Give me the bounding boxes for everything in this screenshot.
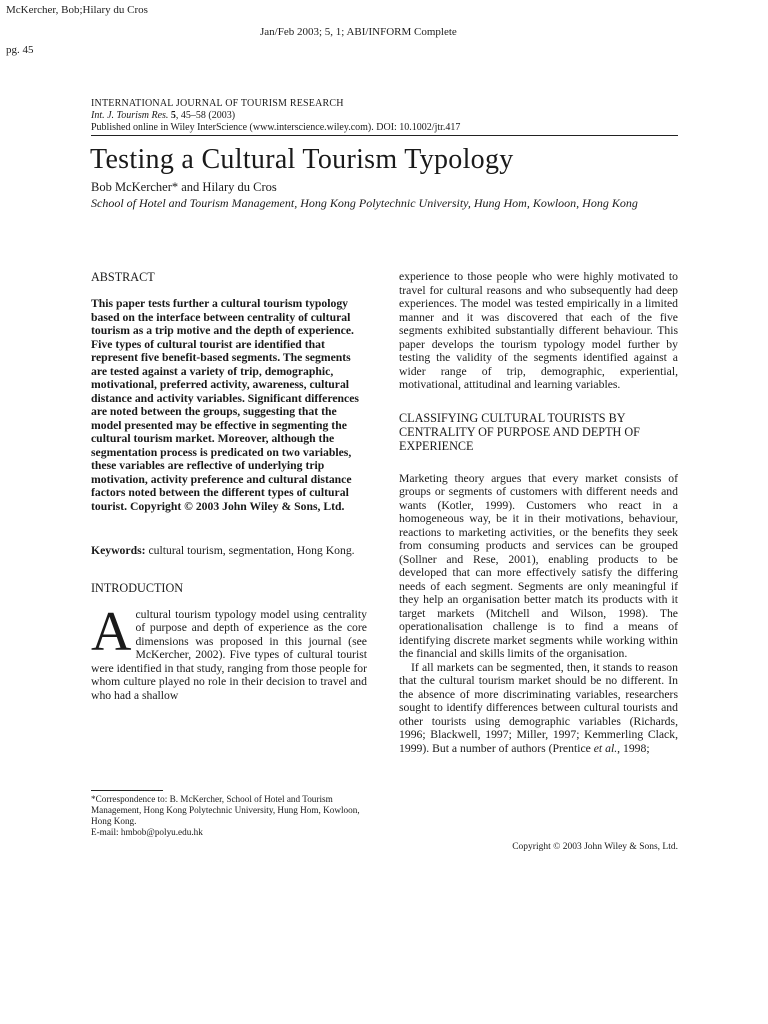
abstract-text: This paper tests further a cultural tourism typology based on the interface between centrality of cultural tourism as a trip motive and the depth of experience. Five types of cultural tourist are identified that represent five benefit-based segments. The segments are tested against a variety of trip, demographic, motivational, preferred activity, awareness, cultural distance and activity variables. Significant differences are noted between the groups, suggesting that the model presented may be effective in segmenting the cultural tourism market. Moreover, although the segmentation process is predicated on two variables, these variables are reflective of underlying trip motivation, activity preference and cultural distance factors noted between the different types of cultural tourist. Copyright © 2003 John Wiley & Sons, Ltd.: [91, 297, 359, 513]
journal-citation: [91, 110, 235, 122]
keywords-label: Keywords:: [91, 544, 146, 557]
article-authors: Bob McKercher* and Hilary du Cros: [91, 180, 277, 194]
journal-published-online: Published online in Wiley InterScience (www.interscience.wiley.com). DOI: 10.1002/jtr.417: [91, 122, 461, 133]
journal-citation-rest: , 45–58 (2003): [175, 110, 236, 121]
right-paragraph-2-etal: et al.: [593, 741, 618, 755]
right-paragraph-1: Marketing theory argues that every market consists of groups or segments of customers with different needs and wants (Kotler, 1999). Customers who react in a homogeneous way, be it in their motivations, behaviour, reactions to marketing activities, or the benefits they seek from consuming products and services can be grouped (Sollner and Rese, 2001), enabling products to be developed that can more effectively satisfy the differing needs of each segment. Segments are only meaningful if they help an organisation better match its products with it target markets (Mitchell and Wilson, 1998). The operationalisation challenge is to find a means of identifying discrete market segments while working within the financial and skills limits of the organisation.: [399, 471, 678, 660]
footnote-correspondence: *Correspondence to: B. McKercher, School of Hotel and Tourism Management, Hong Kong Polytechnic University, Hung Hom, Kowloon, Hong Kong.: [91, 794, 360, 826]
introduction-heading: INTRODUCTION: [91, 580, 184, 595]
footnote: [91, 794, 367, 838]
footnote-email: E-mail: hmbob@polyu.edu.hk: [91, 827, 203, 837]
keywords-text: cultural tourism, segmentation, Hong Kong.: [145, 544, 355, 557]
journal-name: INTERNATIONAL JOURNAL OF TOURISM RESEARCH: [91, 98, 344, 109]
right-column: [399, 270, 678, 755]
right-paragraph-2: [399, 661, 678, 756]
abstract-heading: ABSTRACT: [91, 270, 155, 284]
right-continuation: experience to those people who were highly motivated to travel for cultural reasons and who subsequently had deep experiences. The model was tested empirically in a limited manner and it was discovered that each of the five segments exhibited substantially different behaviour. This paper develops the tourism typology model further by testing the validity of the segments identified against a wider range of trip, demographic, experiential, motivational, attitudinal and learning variables.: [399, 270, 678, 391]
keywords: [91, 544, 367, 558]
article-affiliation: School of Hotel and Tourism Management, Hong Kong Polytechnic University, Hung Hom, Kowloon, Hong Kong: [91, 196, 638, 210]
introduction-dropcap: A: [91, 600, 132, 663]
scan-author-line: McKercher, Bob;Hilary du Cros: [6, 4, 148, 16]
introduction-text: cultural tourism typology model using centrality of purpose and depth of experience as the core dimensions was proposed in this journal (see McKercher, 2002). Five types of cultural tourist were identified in that study, ranging from those people for whom culture played no role in their decision to travel and who had a shallow: [91, 607, 367, 702]
section-heading-classifying: CLASSIFYING CULTURAL TOURISTS BY CENTRALITY OF PURPOSE AND DEPTH OF EXPERIENCE: [399, 410, 640, 453]
scan-source-line: Jan/Feb 2003; 5, 1; ABI/INFORM Complete: [260, 26, 457, 38]
scan-page-line: pg. 45: [6, 44, 34, 56]
article-title: Testing a Cultural Tourism Typology: [90, 144, 514, 175]
footnote-rule: [91, 790, 163, 791]
header-rule: [91, 135, 678, 136]
right-paragraph-2-after: , 1998;: [617, 741, 650, 755]
journal-citation-abbrev: Int. J. Tourism Res.: [91, 110, 169, 121]
copyright-footer: Copyright © 2003 John Wiley & Sons, Ltd.: [512, 842, 678, 852]
introduction-body: [91, 600, 367, 703]
left-column: [91, 270, 367, 702]
journal-citation-volume: 5: [170, 110, 176, 121]
right-paragraph-2-before: If all markets can be segmented, then, it stands to reason that the cultural tourism market should be no different. In the absence of more discriminating variables, researchers sought to identify differences between cultural tourists and other tourists using demographic variables (Richards, 1996; Blackwell, 1997; Miller, 1997; Kemmerling Clack, 1999). But a number of authors (Prentice: [399, 660, 678, 755]
